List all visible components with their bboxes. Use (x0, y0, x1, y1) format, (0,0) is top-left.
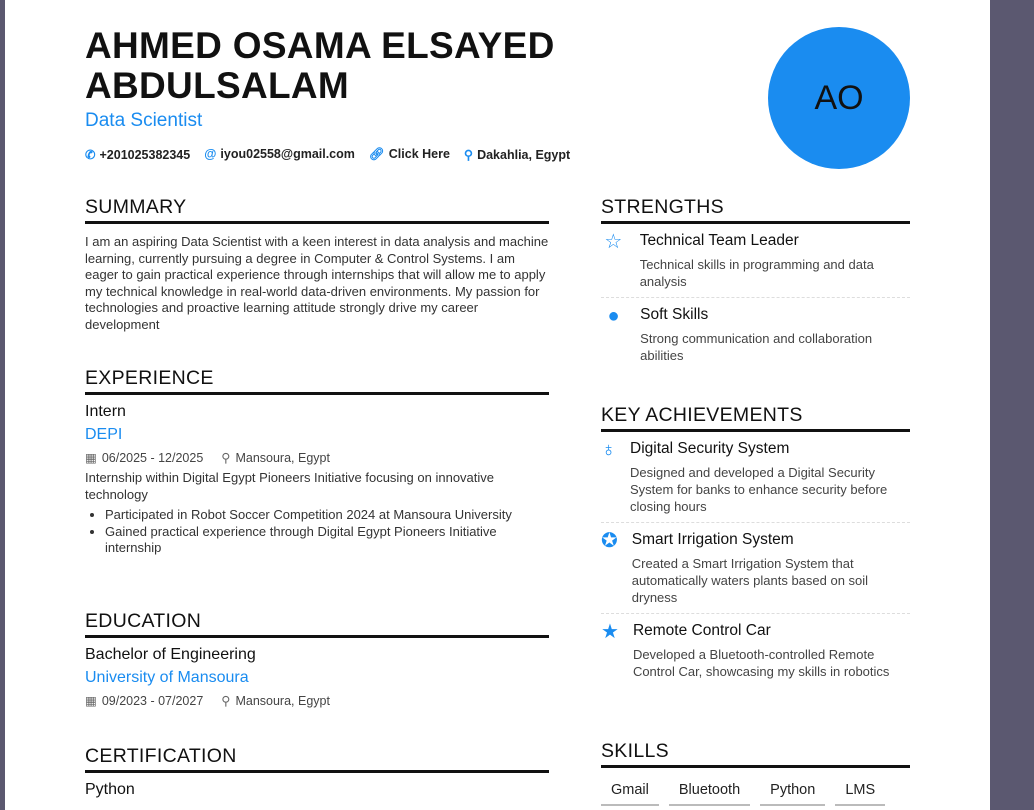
location-icon: ⚲ (221, 451, 231, 465)
list-item: • Participated in Robot Soccer Competition 2024 at Mansoura University (105, 507, 549, 524)
education-section: EDUCATION Bachelor of Engineering University of Mansoura ▦ 09/2023 - 07/2027 ⚲ Mansoura, Egypt (85, 610, 549, 708)
list-item: • Gained practical experience through Digital Egypt Pioneers Initiative internship (105, 524, 549, 557)
calendar-icon: ▦ (85, 451, 97, 465)
achievement-item: ✪ Smart Irrigation System Created a Smart Irrigation System that automatically waters plants based on soil dryness (601, 523, 910, 614)
degree: Bachelor of Engineering (85, 646, 256, 663)
certification-name: Python (85, 781, 135, 798)
at-icon: @ (204, 147, 217, 161)
skill-tag: Bluetooth (669, 782, 750, 806)
achievement-item: ★ Remote Control Car Developed a Bluetooth-controlled Remote Control Car, showcasing my skills in robotics (601, 621, 890, 679)
strength-item: ☆ Technical Team Leader Technical skills in programming and data analysis (601, 224, 910, 298)
section-heading: STRENGTHS (601, 196, 910, 224)
avatar: AO (768, 27, 910, 169)
resume-page (5, 0, 990, 810)
skill-tag: LMS (835, 782, 885, 806)
strength-item: ● Soft Skills Strong communication and collaboration abilities (601, 298, 910, 371)
contact-link[interactable]: 🔗︎ Click Here (368, 147, 450, 161)
star-icon: ★ (601, 621, 619, 643)
contact-phone: ✆ +201025382345 (85, 148, 191, 162)
certification-section (85, 745, 549, 799)
section-heading: KEY ACHIEVEMENTS (601, 404, 910, 432)
strengths-section (601, 196, 910, 371)
role: Intern (85, 403, 126, 420)
contact-email[interactable]: @ iyou02558@gmail.com (204, 147, 355, 161)
star-icon: ☆ (604, 231, 623, 253)
experience-section: EXPERIENCE Intern DEPI ▦ 06/2025 - 12/2025 ⚲ Mansoura, Egypt Internship within Digital Egypt Pioneers Initiative focusing on innovative technology • Participated in Robot Soccer Competition 2024 at Mansoura University • Gained practical experience through Digital Egypt Pioneers Initiative internship (85, 367, 549, 557)
medal-icon: ✪ (601, 530, 618, 552)
summary-section (85, 196, 549, 333)
contact-location: ⚲ Dakahlia, Egypt (463, 148, 571, 162)
candidate-name: AHMED OSAMA ELSAYED ABDULSALAM (85, 25, 555, 106)
skill-tag: Python (760, 782, 825, 806)
company: DEPI (85, 426, 123, 443)
skill-tag: Gmail (601, 782, 659, 806)
location-icon: ⚲ (221, 694, 231, 708)
head-icon: ● (607, 305, 620, 327)
skills-section (601, 740, 910, 806)
section-heading: EDUCATION (85, 610, 549, 638)
achievements-section (601, 404, 910, 687)
experience-description: Internship within Digital Egypt Pioneers Initiative focusing on innovative technology (85, 470, 495, 502)
school: University of Mansoura (85, 669, 249, 686)
section-heading: SUMMARY (85, 196, 549, 224)
section-heading: EXPERIENCE (85, 367, 549, 395)
section-heading: SKILLS (601, 740, 910, 768)
section-heading: CERTIFICATION (85, 745, 549, 773)
lightbulb-icon: ♁ (601, 439, 616, 461)
location-icon: ⚲ (463, 148, 474, 162)
achievement-item: ♁ Digital Security System Designed and developed a Digital Security System for banks to enhance security before closing hours (601, 432, 910, 523)
job-title: Data Scientist (85, 110, 203, 131)
calendar-icon: ▦ (85, 694, 97, 708)
contact-bar (85, 147, 570, 162)
link-icon: 🔗︎ (368, 147, 385, 161)
phone-icon: ✆ (85, 148, 96, 162)
summary-text: I am an aspiring Data Scientist with a keen interest in data analysis and machine learning, currently pursuing a degree in Computer & Control Systems. I am eager to gain practical experience through internships that will allow me to apply my technical knowledge in real-world data-driven environments. My passion for technologies and proactive learning attitude strongly drive my career development (85, 234, 549, 332)
